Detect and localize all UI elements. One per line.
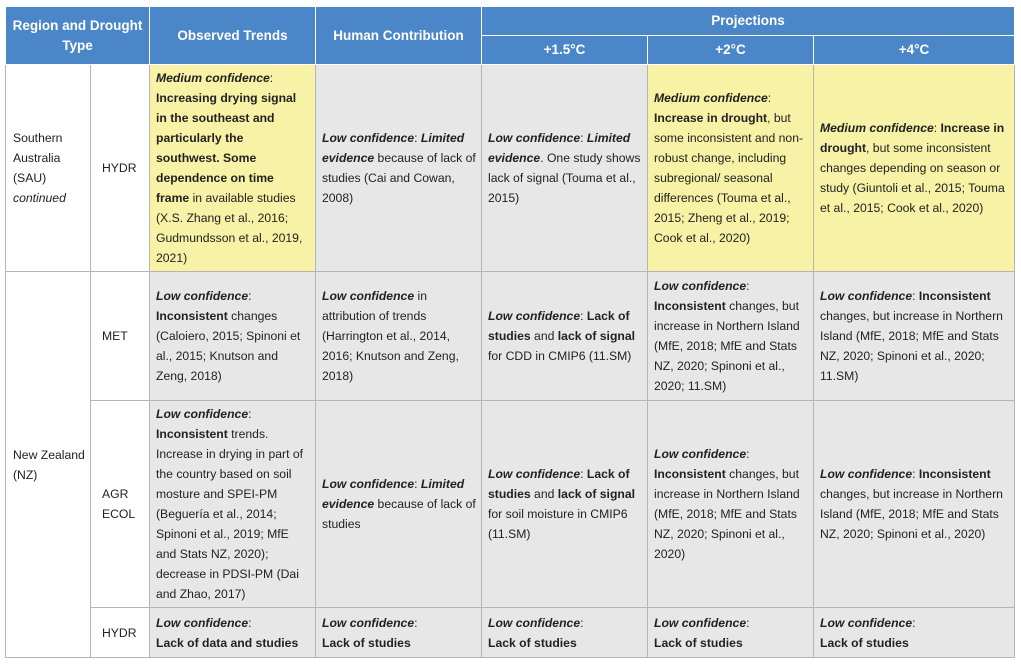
header-projection-2c: +2°C (648, 36, 814, 65)
nz-agr-p4-cell: Low confidence: Inconsistent changes, but increase in Northern Island (MfE, 2018; MfE and Stats NZ, 2020; Spinoni et al., 2020) (814, 401, 1015, 608)
sau-p15-cell: Low confidence: Limited evidence. One study shows lack of signal (Touma et al., 2015) (482, 65, 648, 272)
nz-met-p2-cell: Low confidence: Inconsistent changes, but increase in Northern Island (MfE, 2018; MfE and Stats NZ, 2020; Spinoni et al., 2020; 11.SM) (648, 272, 814, 401)
region-cell-sau (6, 65, 91, 272)
nz-agr-p2-cell: Low confidence: Inconsistent changes, but increase in Northern Island (MfE, 2018; MfE and Stats NZ, 2020; Spinoni et al., 2020) (648, 401, 814, 608)
drought-type-cell: AGR ECOL (91, 401, 150, 608)
header-projections: Projections (482, 7, 1015, 36)
sau-p2-cell: Medium confidence: Increase in drought, but some inconsistent and non-robust change, including subregional/ seasonal differences (Touma et al., 2015; Zheng et al., 2019; Cook et al., 2020) (648, 65, 814, 272)
table-row-nz-agr-ecol (6, 401, 1015, 608)
nz-hydr-p15-cell: Low confidence: Lack of studies (482, 608, 648, 658)
nz-agr-observed-cell: Low confidence: Inconsistent trends. Increase in drying in part of the country based on soil mosture and SPEI-PM (Beguería et al., 2014; Spinoni et al., 2019; MfE and Stats NZ, 2020); decrease in PDSI-PM (Dai and Zhao, 2017) (150, 401, 316, 608)
nz-met-p4-cell: Low confidence: Inconsistent changes, but increase in Northern Island (MfE, 2018; MfE and Stats NZ, 2020; Spinoni et al., 2020; 11.SM) (814, 272, 1015, 401)
nz-hydr-human-cell: Low confidence: Lack of studies (316, 608, 482, 658)
header-region-drought-type: Region and Drought Type (6, 7, 150, 65)
nz-hydr-observed-cell: Low confidence: Lack of data and studies (150, 608, 316, 658)
table-row-sau-hydr (6, 65, 1015, 272)
region-continued-label: continued (13, 191, 66, 205)
drought-type-cell: HYDR (91, 608, 150, 658)
table-row-nz-met (6, 272, 1015, 401)
nz-agr-p15-cell: Low confidence: Lack of studies and lack of signal for soil moisture in CMIP6 (11.SM) (482, 401, 648, 608)
table-row-nz-hydr (6, 608, 1015, 658)
drought-type-cell: MET (91, 272, 150, 401)
header-projection-1-5c: +1.5°C (482, 36, 648, 65)
header-observed-trends: Observed Trends (150, 7, 316, 65)
nz-met-human-cell: Low confidence in attribution of trends (Harrington et al., 2014, 2016; Knutson and Zeng, 2018) (316, 272, 482, 401)
header-human-contribution: Human Contribution (316, 7, 482, 65)
drought-assessment-table (5, 6, 1015, 658)
drought-type-cell: HYDR (91, 65, 150, 272)
nz-hydr-p2-cell: Low confidence: Lack of studies (648, 608, 814, 658)
sau-observed-cell: Medium confidence: Increasing drying signal in the southeast and particularly the southwest. Some dependence on time frame in available studies (X.S. Zhang et al., 2016; Gudmundsson et al., 2019, 2021) (150, 65, 316, 272)
nz-met-p15-cell: Low confidence: Lack of studies and lack of signal for CDD in CMIP6 (11.SM) (482, 272, 648, 401)
sau-human-cell: Low confidence: Limited evidence because of lack of studies (Cai and Cowan, 2008) (316, 65, 482, 272)
nz-agr-human-cell: Low confidence: Limited evidence because of lack of studies (316, 401, 482, 608)
sau-p4-cell: Medium confidence: Increase in drought, but some inconsistent changes depending on season or study (Giuntoli et al., 2015; Touma et al., 2015; Cook et al., 2020) (814, 65, 1015, 272)
region-name-sau: Southern Australia (SAU) (13, 131, 63, 185)
header-projection-4c: +4°C (814, 36, 1015, 65)
header-row-1 (6, 7, 1015, 36)
nz-hydr-p4-cell: Low confidence: Lack of studies (814, 608, 1015, 658)
region-cell-nz: New Zealand (NZ) (6, 272, 91, 658)
nz-met-observed-cell: Low confidence: Inconsistent changes (Caloiero, 2015; Spinoni et al., 2015; Knutson and Zeng, 2018) (150, 272, 316, 401)
